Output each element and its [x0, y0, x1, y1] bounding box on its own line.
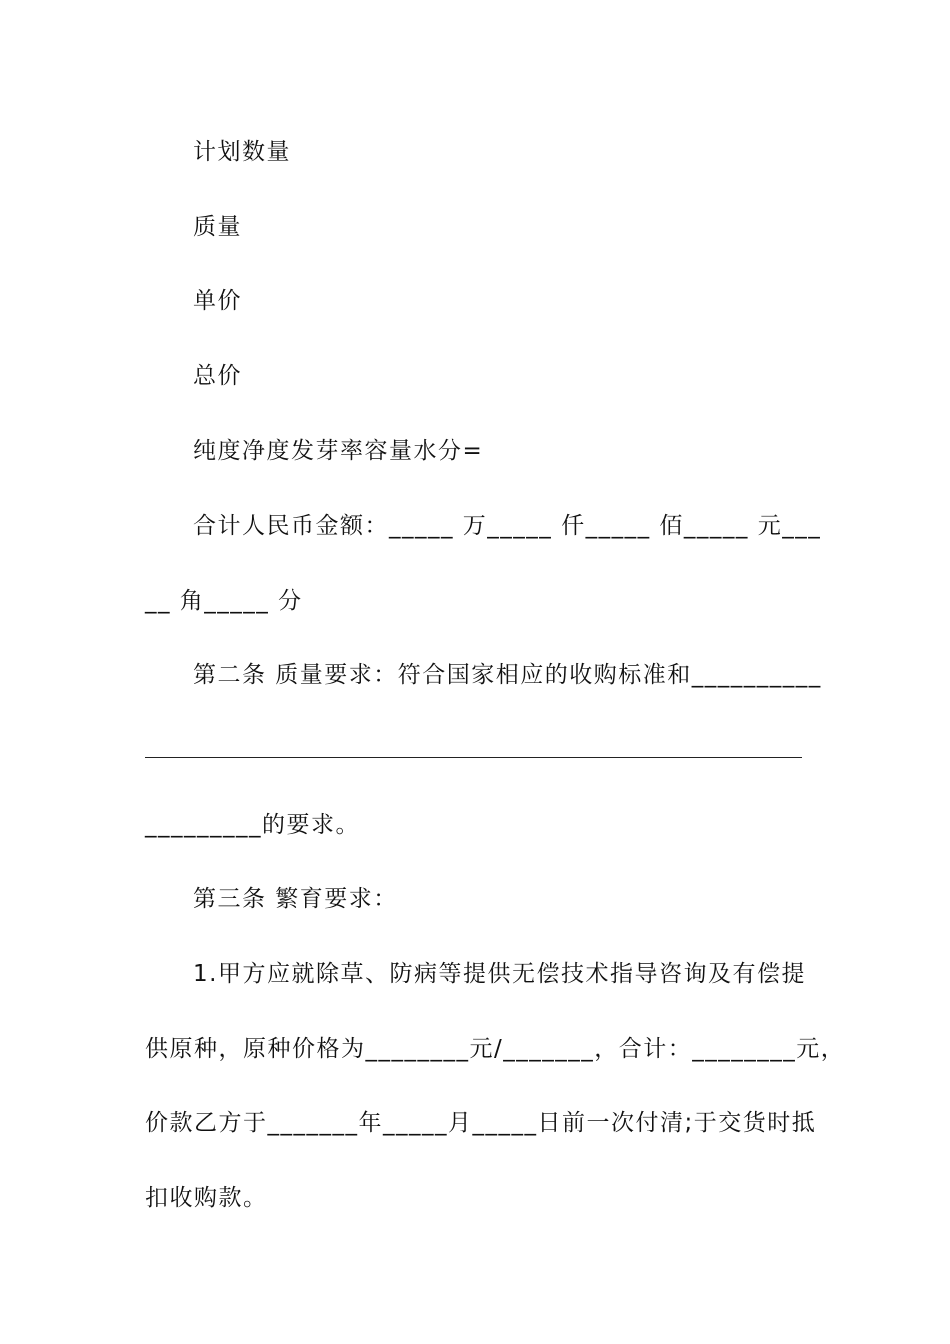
item-purity-parameters: 纯度净度发芽率容量水分=	[193, 438, 484, 464]
clause-1-line-1: 1.甲方应就除草、防病等提供无偿技术指导咨询及有偿提	[193, 961, 806, 987]
clause-1-line-3: 价款乙方于_______年_____月_____日前一次付清;于交货时抵	[145, 1110, 817, 1136]
clause-1-line-4: 扣收购款。	[145, 1185, 268, 1211]
total-amount-line-2: __ 角_____ 分	[145, 588, 303, 614]
item-quality: 质量	[193, 214, 242, 240]
item-total-price: 总价	[193, 363, 242, 389]
total-amount-line-1: 合计人民币金额：_____ 万_____ 仟_____ 佰_____ 元___	[193, 513, 822, 539]
article-two-continuation: _________的要求。	[145, 812, 360, 838]
article-two-heading: 第二条 质量要求：符合国家相应的收购标准和__________	[193, 662, 822, 688]
item-planned-quantity: 计划数量	[193, 139, 291, 165]
article-three-heading: 第三条 繁育要求：	[193, 886, 398, 912]
item-unit-price: 单价	[193, 288, 242, 314]
blank-fill-rule	[145, 757, 802, 758]
clause-1-line-2: 供原种，原种价格为________元/_______，合计：________元，	[145, 1036, 846, 1062]
